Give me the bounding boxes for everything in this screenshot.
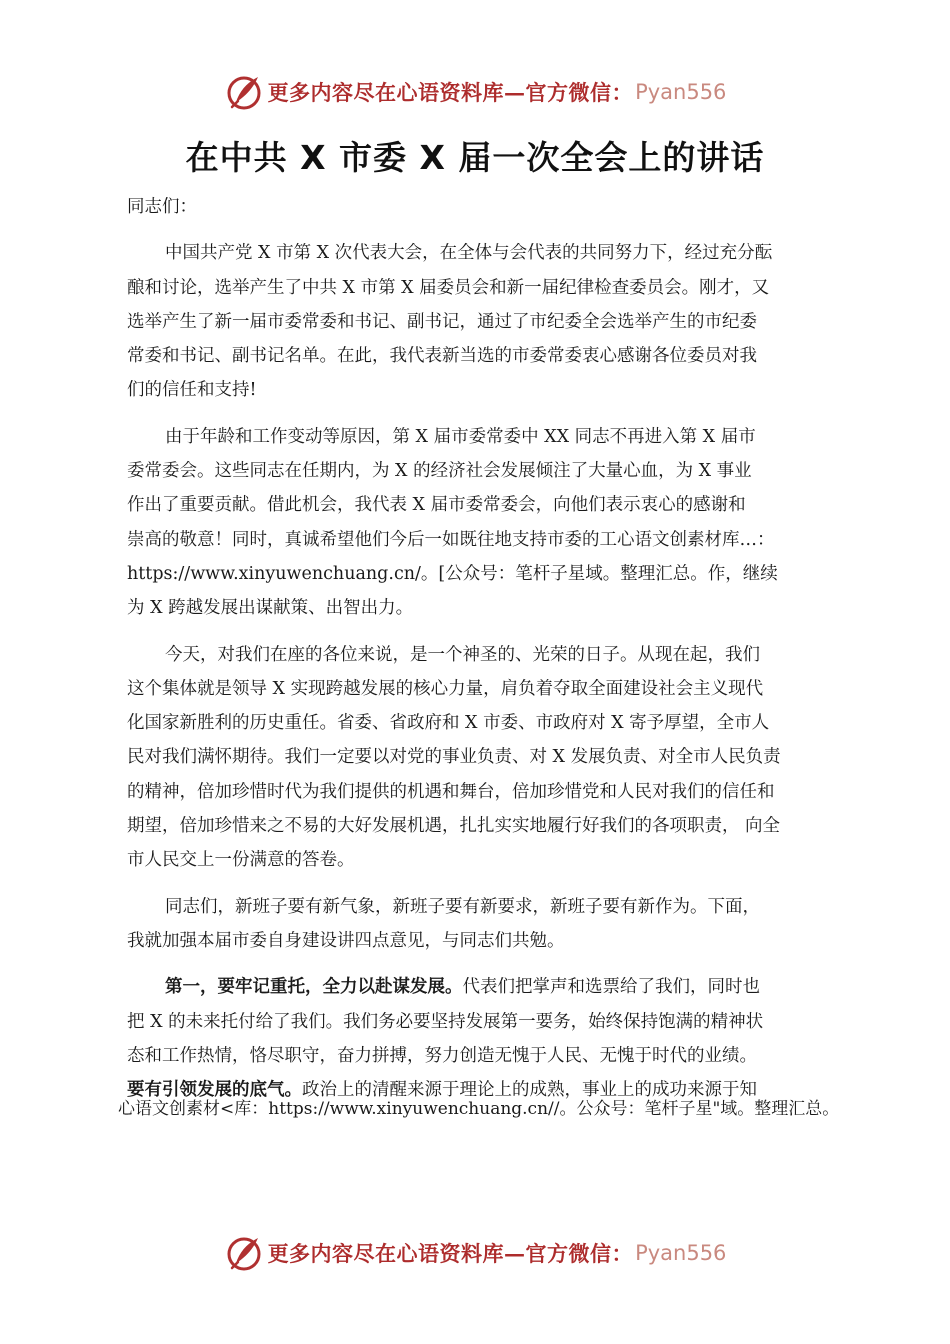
sub-heading: 要有引领发展的底气。 — [127, 1080, 302, 1101]
text-line: 们的信任和支持! — [127, 380, 257, 401]
text-line: 由于年龄和工作变动等原因，第 X 届市委常委中 XX 同志不再进入第 X 届市 — [165, 426, 756, 447]
document-body — [127, 190, 827, 1119]
source-footer-line: 心语文创素材<库：https://www.xinyuwenchuang.cn//。公众号：笔杆子星"域。整理汇总。 — [118, 1099, 840, 1119]
point-text: 代表们把掌声和选票给了我们，同时也 — [462, 977, 760, 998]
text-line: 酿和讨论，选举产生了中共 X 市第 X 届委员会和新一届纪律检查委员会。刚才，又 — [127, 277, 770, 298]
banner-text: 更多内容尽在心语资料库—官方微信： — [267, 80, 634, 105]
text-line: 同志们，新班子要有新气象，新班子要有新要求，新班子要有新作为。下面， — [165, 896, 760, 917]
banner-text: 更多内容尽在心语资料库—官方微信： — [267, 1241, 634, 1266]
paragraph-5 — [127, 970, 827, 1107]
greeting: 同志们： — [127, 197, 197, 217]
paragraph-2 — [127, 420, 827, 626]
text-line: 常委和书记、副书记名单。在此，我代表新当选的市委常委衷心感谢各位委员对我 — [127, 346, 757, 367]
text-line: 把 X 的未来托付给了我们。我们务必要坚持发展第一要务，始终保持饱满的精神状 — [127, 1011, 764, 1032]
text-line: 作出了重要贡献。借此机会，我代表 X 届市委常委会，向他们表示衷心的感谢和 — [127, 495, 746, 516]
text-line: 选举产生了新一届市委常委和书记、副书记，通过了市纪委全会选举产生的市纪委 — [127, 311, 757, 332]
point-heading: 第一，要牢记重托，全力以赴谋发展。 — [165, 977, 463, 998]
text-line: 态和工作热情，恪尽职守，奋力拼搏，努力创造无愧于人民、无愧于时代的业绩。 — [127, 1045, 757, 1066]
text-line: 民对我们满怀期待。我们一定要以对党的事业负责、对 X 发展负责、对全市人民负责 — [127, 747, 781, 768]
banner-account: Pyan556 — [635, 80, 727, 104]
text-line: 我就加强本届市委自身建设讲四点意见，与同志们共勉。 — [127, 930, 565, 951]
header-banner — [0, 70, 950, 114]
text-line: https://www.xinyuwenchuang.cn/。[公众号：笔杆子星域。整理汇总。作，继续 — [127, 563, 778, 584]
paragraph-1 — [127, 236, 827, 407]
text-line: 委常委会。这些同志在任期内，为 X 的经济社会发展倾注了大量心血，为 X 事业 — [127, 461, 752, 482]
sub-text: 政治上的清醒来源于理论上的成熟，事业上的成功来源于知 — [302, 1080, 757, 1101]
banner-account: Pyan556 — [635, 1241, 727, 1265]
quill-logo-icon — [224, 72, 264, 112]
text-line: 市人民交上一份满意的答卷。 — [127, 850, 355, 871]
text-line: 这个集体就是领导 X 实现跨越发展的核心力量，肩负着夺取全面建设社会主义现代 — [127, 678, 764, 699]
text-line — [127, 970, 827, 1004]
paragraph-3 — [127, 638, 827, 878]
text-line: 期望，倍加珍惜来之不易的大好发展机遇，扎扎实实地履行好我们的各项职责， 向全 — [127, 816, 781, 837]
text-line: 中国共产党 X 市第 X 次代表大会，在全体与会代表的共同努力下，经过充分酝 — [165, 243, 773, 264]
text-line: 今天，对我们在座的各位来说，是一个神圣的、光荣的日子。从现在起，我们 — [165, 644, 760, 665]
document-title: 在中共 X 市委 X 届一次全会上的讲话 — [185, 138, 765, 177]
text-line: 化国家新胜利的历史重任。省委、省政府和 X 市委、市政府对 X 寄予厚望，全市人 — [127, 713, 770, 734]
footer-banner — [0, 1231, 950, 1275]
text-line: 的精神，倍加珍惜时代为我们提供的机遇和舞台，倍加珍惜党和人民对我们的信任和 — [127, 781, 775, 802]
text-line: 为 X 跨越发展出谋献策、出智出力。 — [127, 598, 414, 619]
text-line: 崇高的敬意！同时，真诚希望他们今后一如既往地支持市委的工心语文创素材库…： — [127, 529, 775, 550]
quill-logo-icon — [224, 1233, 264, 1273]
paragraph-4 — [127, 890, 827, 959]
